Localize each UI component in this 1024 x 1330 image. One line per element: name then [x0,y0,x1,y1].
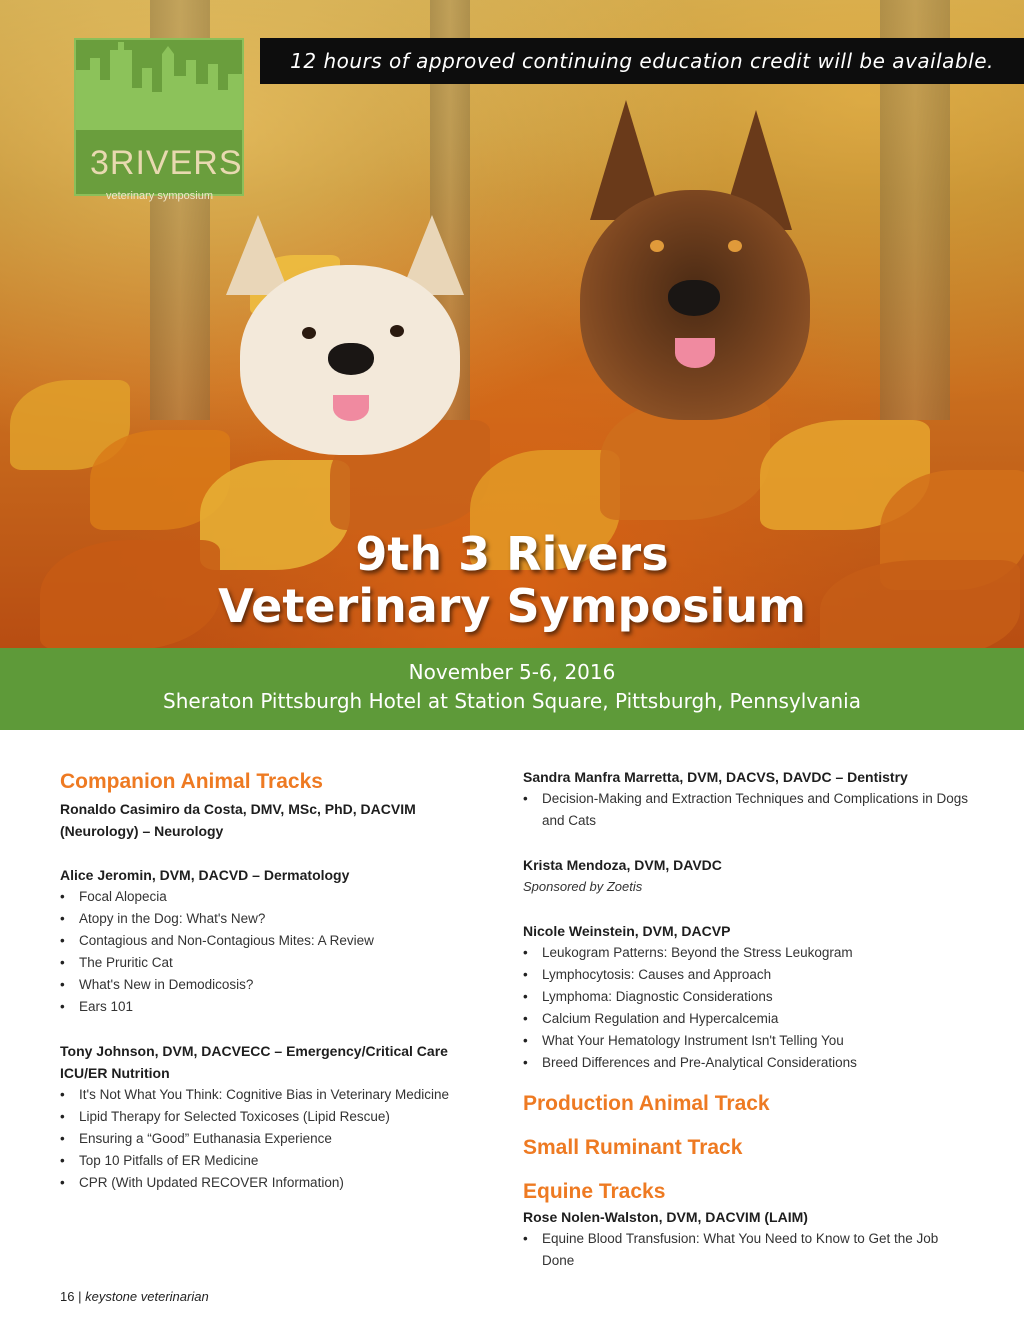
dog-eye [650,240,664,252]
hero-image [0,0,1024,648]
dog-tongue [333,395,369,421]
white-dog [230,215,470,455]
topic-item: • What Your Hematology Instrument Isn't Telling You [523,1030,973,1052]
topic-item: • Ensuring a “Good” Euthanasia Experience [60,1128,480,1150]
dog-eye [390,325,404,337]
event-title-line2: Veterinary Symposium [218,579,806,633]
topic-item: • Leukogram Patterns: Beyond the Stress Leukogram [523,942,973,964]
section-title-production: Production Animal Track [523,1092,770,1115]
topic-item: • Contagious and Non-Contagious Mites: A Review [60,930,480,952]
topic-item: • Lymphoma: Diagnostic Considerations [523,986,973,1008]
topic-list [60,1084,480,1194]
event-title [0,528,1024,632]
speaker-name: Nicole Weinstein, DVM, DACVP [523,923,731,939]
topic-item: • CPR (With Updated RECOVER Information) [60,1172,480,1194]
event-date: November 5-6, 2016 [408,660,616,684]
topic-item: • Lipid Therapy for Selected Toxicoses (Lipid Rescue) [60,1106,480,1128]
topic-item: • Equine Blood Transfusion: What You Need to Know to Get the Job Done [523,1228,973,1272]
topic-item: • What's New in Demodicosis? [60,974,480,996]
topic-item: • Atopy in the Dog: What's New? [60,908,480,930]
section-title-companion: Companion Animal Tracks [60,770,323,793]
left-column [60,768,480,1194]
footer-separator: | [78,1289,82,1304]
speaker-name: Krista Mendoza, DVM, DAVDC [523,857,722,873]
logo-subtitle: veterinary symposium [106,190,213,202]
topic-list [523,942,973,1074]
page-number: 16 [60,1289,75,1304]
topic-item: • The Pruritic Cat [60,952,480,974]
dog-eye [728,240,742,252]
page-footer [60,1289,209,1304]
dog-nose [668,280,720,316]
speaker-name: Ronaldo Casimiro da Costa, DMV, MSc, PhD, DACVIM (Neurology) – Neurology [60,801,416,839]
publication-name: keystone veterinarian [85,1289,209,1304]
topic-item: • Calcium Regulation and Hypercalcemia [523,1008,973,1030]
topic-item: • Focal Alopecia [60,886,480,908]
sponsor-note: Sponsored by Zoetis [523,879,643,894]
section-title-ruminant: Small Ruminant Track [523,1136,743,1159]
credit-banner: 12 hours of approved continuing education credit will be available. [260,38,1024,84]
logo-brand: 3RIVERS [90,144,243,182]
speaker-name: Tony Johnson, DVM, DACVECC – Emergency/Critical Care ICU/ER Nutrition [60,1043,448,1081]
topic-list [60,886,480,1018]
dog-eye [302,327,316,339]
section-title-equine: Equine Tracks [523,1180,666,1203]
skyline-icon [76,40,242,130]
event-title-line1: 9th 3 Rivers [355,527,669,581]
topic-list [523,788,973,832]
topic-list [523,1228,973,1272]
event-venue: Sheraton Pittsburgh Hotel at Station Square, Pittsburgh, Pennsylvania [163,689,861,713]
topic-item: • Ears 101 [60,996,480,1018]
speaker-name: Alice Jeromin, DVM, DACVD – Dermatology [60,867,350,883]
speaker-name: Rose Nolen-Walston, DVM, DACVIM (LAIM) [523,1209,808,1225]
topic-item: • Lymphocytosis: Causes and Approach [523,964,973,986]
speaker-name: Sandra Manfra Marretta, DVM, DACVS, DAVDC – Dentistry [523,769,908,785]
shepherd-dog [570,100,820,420]
right-column [523,766,973,1272]
dog-nose [328,343,374,375]
topic-item: • Decision-Making and Extraction Techniques and Complications in Dogs and Cats [523,788,973,832]
topic-item: • Breed Differences and Pre-Analytical Considerations [523,1052,973,1074]
topic-item: • Top 10 Pitfalls of ER Medicine [60,1150,480,1172]
dog-tongue [675,338,715,368]
symposium-logo [74,38,244,202]
topic-item: • It's Not What You Think: Cognitive Bias in Veterinary Medicine [60,1084,480,1106]
